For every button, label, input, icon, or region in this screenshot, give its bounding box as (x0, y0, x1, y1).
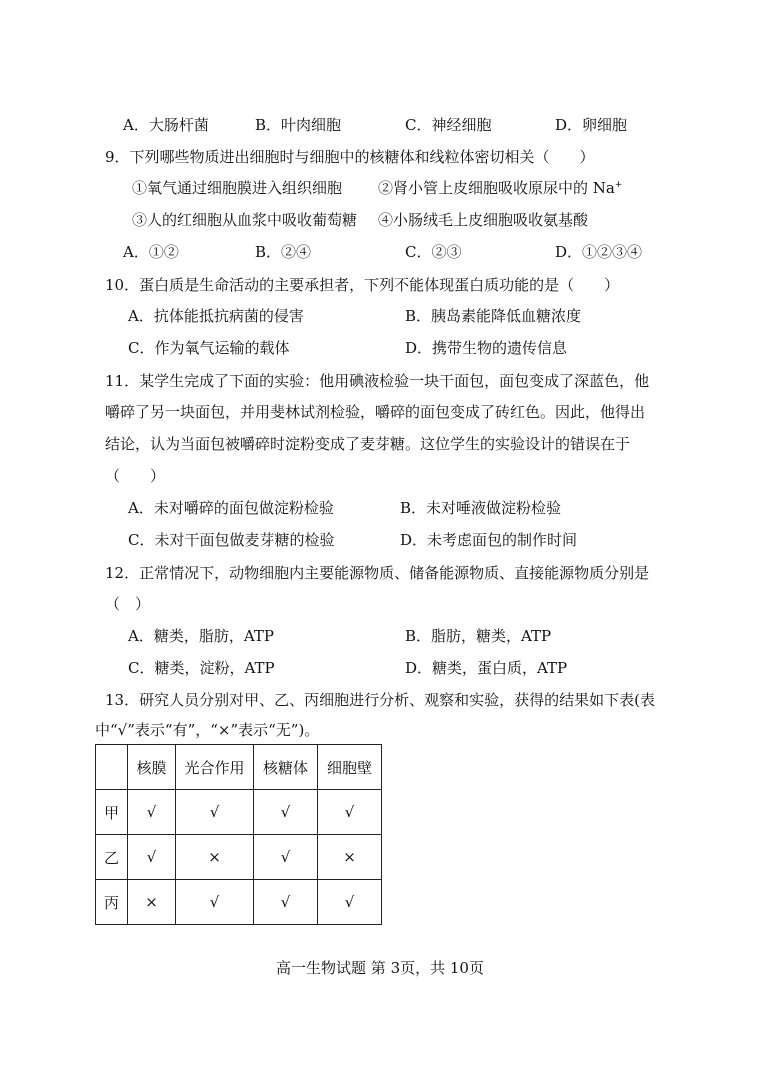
table-cell: √ (254, 790, 318, 835)
q12-option-b: B．脂肪，糖类，ATP (405, 627, 552, 645)
table-header-cell: 核糖体 (254, 745, 318, 790)
q11-option-a: A．未对嚼碎的面包做淀粉检验 (128, 499, 334, 517)
table-header-cell (96, 745, 128, 790)
table-header-cell: 细胞壁 (318, 745, 382, 790)
q10-stem: 10．蛋白质是生命活动的主要承担者，下列不能体现蛋白质功能的是（ ） (105, 276, 620, 294)
table-row (96, 880, 382, 925)
q8-option-b: B．叶肉细胞 (255, 116, 342, 134)
table-row-label: 甲 (96, 790, 128, 835)
page-footer: 高一生物试题 第 3页，共 10页 (276, 959, 484, 977)
q9-item-4: ④小肠绒毛上皮细胞吸收氨基酸 (378, 211, 589, 229)
q9-item-3: ③人的红细胞从血浆中吸收葡萄糖 (132, 211, 358, 229)
q9-stem: 9．下列哪些物质进出细胞时与细胞中的核糖体和线粒体密切相关（ ） (105, 148, 595, 166)
q9-option-d: D．①②③④ (555, 243, 643, 261)
q12-option-a: A．糖类，脂肪，ATP (128, 627, 274, 645)
q9-item-1: ①氧气通过细胞膜进入组织细胞 (132, 179, 343, 197)
table-cell: √ (254, 880, 318, 925)
q12-line-1: 12．正常情况下，动物细胞内主要能源物质、储备能源物质、直接能源物质分别是 (105, 564, 650, 582)
table-cell: √ (176, 880, 254, 925)
table-row (96, 835, 382, 880)
table-row-label: 乙 (96, 835, 128, 880)
q12-option-c: C．糖类，淀粉，ATP (128, 659, 275, 677)
q8-option-c: C．神经细胞 (405, 116, 492, 134)
q9-option-b: B．②④ (255, 243, 312, 261)
q12-option-d: D．糖类，蛋白质，ATP (405, 659, 568, 677)
q10-option-b: B．胰岛素能降低血糖浓度 (405, 307, 582, 325)
table-cell: × (318, 835, 382, 880)
q9-item-2-text: ②肾小管上皮细胞吸收原尿中的 Na (378, 179, 615, 197)
table-header-row (96, 745, 382, 790)
q9-option-c: C．②③ (405, 243, 462, 261)
table-cell: √ (254, 835, 318, 880)
table-cell: √ (318, 790, 382, 835)
table-cell: × (176, 835, 254, 880)
q11-option-d: D．未考虑面包的制作时间 (400, 531, 578, 549)
q9-item-2 (378, 178, 622, 198)
q9-option-a: A．①② (123, 243, 179, 261)
q11-option-c: C．未对干面包做麦芽糖的检验 (128, 531, 335, 549)
table-cell: √ (128, 790, 176, 835)
q10-option-c: C．作为氧气运输的载体 (128, 339, 290, 357)
table-row-label: 丙 (96, 880, 128, 925)
cell-comparison-table (95, 744, 382, 925)
q11-line-1: 11．某学生完成了下面的实验：他用碘液检验一块干面包，面包变成了深蓝色，他 (105, 372, 650, 390)
table-cell: √ (128, 835, 176, 880)
q11-line-2: 嚼碎了另一块面包，并用斐林试剂检验，嚼碎的面包变成了砖红色。因此，他得出 (105, 403, 646, 421)
q10-option-d: D．携带生物的遗传信息 (405, 339, 568, 357)
table-cell: √ (318, 880, 382, 925)
q12-line-2: （ ） (105, 595, 151, 613)
q8-option-d: D．卵细胞 (555, 116, 628, 134)
table-header-cell: 光合作用 (176, 745, 254, 790)
table-row (96, 790, 382, 835)
table-cell: √ (176, 790, 254, 835)
q8-option-a: A．大肠杆菌 (123, 116, 209, 134)
q13-line-2: 中“√”表示“有”，“×”表示“无”)。 (95, 721, 320, 739)
table-header-cell: 核膜 (128, 745, 176, 790)
table-cell: × (128, 880, 176, 925)
q9-item-2-superscript: + (614, 180, 623, 190)
q10-option-a: A．抗体能抵抗病菌的侵害 (128, 307, 304, 325)
q13-line-1: 13．研究人员分别对甲、乙、丙细胞进行分析、观察和实验，获得的结果如下表(表 (105, 691, 655, 709)
q11-line-4: （ ） (105, 467, 166, 485)
q11-line-3: 结论，认为当面包被嚼碎时淀粉变成了麦芽糖。这位学生的实验设计的错误在于 (105, 435, 631, 453)
q11-option-b: B．未对唾液做淀粉检验 (400, 499, 562, 517)
